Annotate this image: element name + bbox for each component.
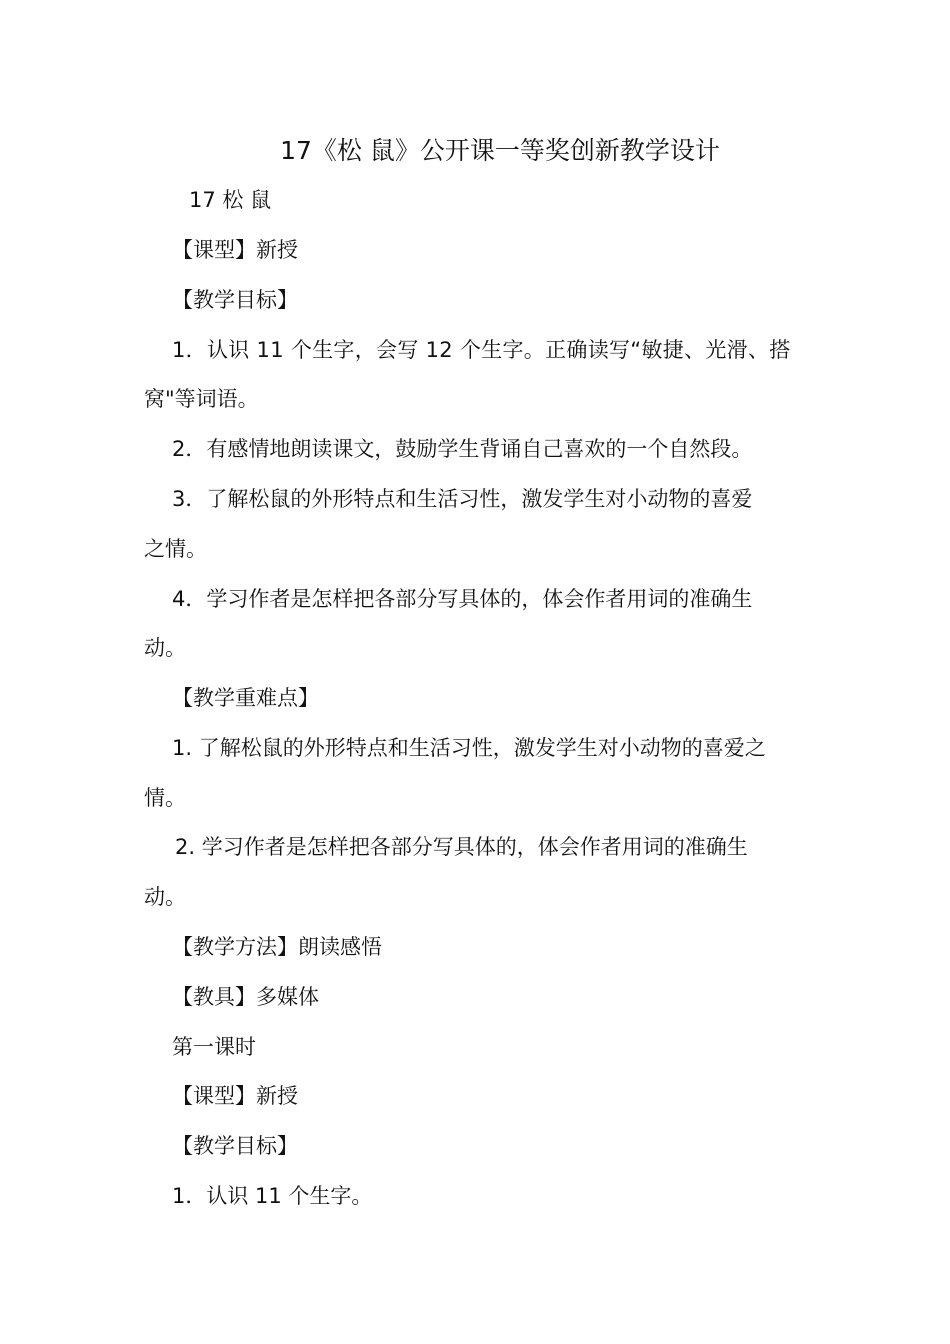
goal-1-line-1: 1．认识 11 个生字，会写 12 个生字。正确读写“敏捷、光滑、搭 [172, 338, 791, 362]
goal-3-line-1: 3．了解松鼠的外形特点和生活习性，激发学生对小动物的喜爱 [172, 487, 753, 511]
key-point-1-line-2: 情。 [144, 786, 186, 810]
goals-heading: 【教学目标】 [172, 288, 298, 312]
goal-4-line-2: 动。 [144, 636, 186, 660]
teaching-tools: 【教具】多媒体 [172, 985, 319, 1009]
teaching-method: 【教学方法】朗读感悟 [172, 935, 382, 959]
lesson-heading: 17 松 鼠 [189, 188, 272, 212]
key-point-2-line-1: 2. 学习作者是怎样把各部分写具体的，体会作者用词的准确生 [175, 835, 748, 859]
goal-2: 2．有感情地朗读课文，鼓励学生背诵自己喜欢的一个自然段。 [172, 437, 753, 461]
goal-4-line-1: 4．学习作者是怎样把各部分写具体的，体会作者用词的准确生 [172, 587, 753, 611]
key-point-1-line-1: 1. 了解松鼠的外形特点和生活习性，激发学生对小动物的喜爱之 [172, 736, 766, 760]
lesson-type-2: 【课型】新授 [172, 1084, 298, 1108]
first-lesson-heading: 第一课时 [172, 1035, 256, 1059]
goals-heading-2: 【教学目标】 [172, 1134, 298, 1158]
lesson-type: 【课型】新授 [172, 238, 298, 262]
key-points-heading: 【教学重难点】 [172, 686, 319, 710]
document-title: 17《松 鼠》公开课一等奖创新教学设计 [280, 136, 720, 165]
key-point-2-line-2: 动。 [144, 885, 186, 909]
first-lesson-goal-1: 1．认识 11 个生字。 [172, 1184, 373, 1208]
goal-3-line-2: 之情。 [144, 537, 207, 561]
goal-1-line-2: 窝"等词语。 [144, 387, 259, 411]
